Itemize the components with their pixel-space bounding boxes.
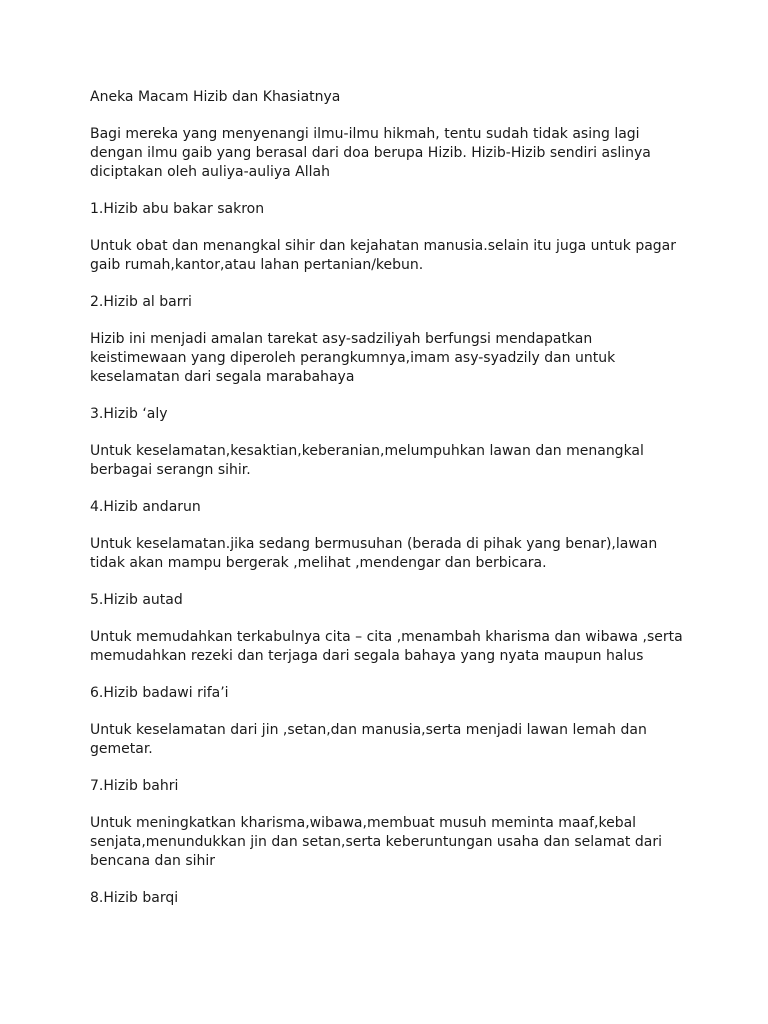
item-heading: 2.Hizib al barri bbox=[90, 294, 192, 310]
item-heading: 3.Hizib ‘aly bbox=[90, 406, 168, 422]
item-heading: 5.Hizib autad bbox=[90, 592, 183, 608]
item-description: Untuk memudahkan terkabulnya cita – cita ,menambah kharisma dan wibawa ,serta memudahkan rezeki dan terjaga dari segala bahaya yang nyata maupun halus bbox=[90, 629, 683, 664]
item-description: Untuk keselamatan dari jin ,setan,dan manusia,serta menjadi lawan lemah dan gemetar. bbox=[90, 722, 647, 757]
item-heading: 8.Hizib barqi bbox=[90, 890, 179, 906]
document-body bbox=[90, 88, 690, 926]
document-title: Aneka Macam Hizib dan Khasiatnya bbox=[90, 89, 341, 105]
item-description: Untuk keselamatan,kesaktian,keberanian,melumpuhkan lawan dan menangkal berbagai serangn sihir. bbox=[90, 443, 644, 478]
item-description: Untuk keselamatan.jika sedang bermusuhan (berada di pihak yang benar),lawan tidak akan mampu bergerak ,melihat ,mendengar dan berbicara. bbox=[90, 536, 658, 571]
intro-paragraph: Bagi mereka yang menyenangi ilmu-ilmu hikmah, tentu sudah tidak asing lagi dengan ilmu gaib yang berasal dari doa berupa Hizib. Hizib-Hizib sendiri aslinya diciptakan oleh auliya-auliya Allah bbox=[90, 126, 651, 180]
item-heading: 1.Hizib abu bakar sakron bbox=[90, 201, 265, 217]
item-description: Untuk meningkatkan kharisma,wibawa,membuat musuh meminta maaf,kebal senjata,menundukkan jin dan setan,serta keberuntungan usaha dan selamat dari bencana dan sihir bbox=[90, 815, 662, 869]
item-heading: 4.Hizib andarun bbox=[90, 499, 201, 515]
item-heading: 6.Hizib badawi rifa’i bbox=[90, 685, 229, 701]
item-heading: 7.Hizib bahri bbox=[90, 778, 179, 794]
item-description: Hizib ini menjadi amalan tarekat asy-sadziliyah berfungsi mendapatkan keistimewaan yang diperoleh perangkumnya,imam asy-syadzily dan untuk keselamatan dari segala marabahaya bbox=[90, 331, 616, 385]
item-description: Untuk obat dan menangkal sihir dan kejahatan manusia.selain itu juga untuk pagar gaib rumah,kantor,atau lahan pertanian/kebun. bbox=[90, 238, 677, 273]
